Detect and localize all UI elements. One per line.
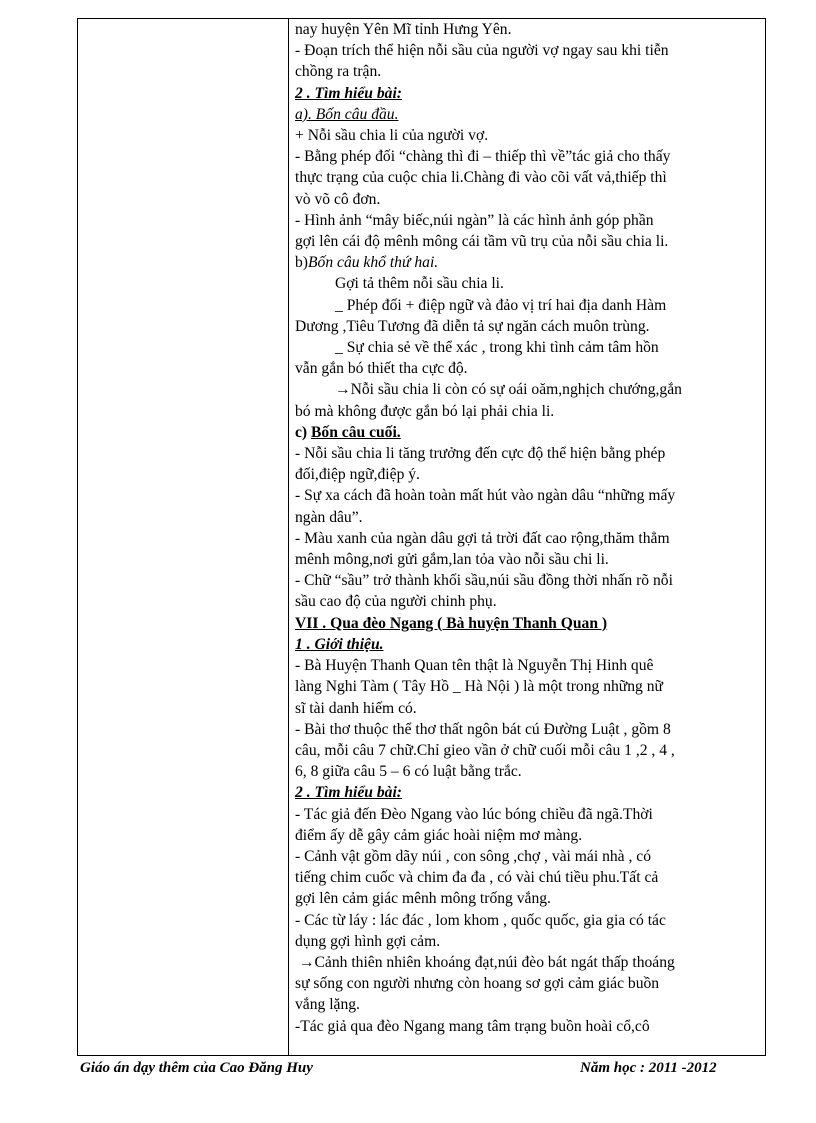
subsection-label: c) — [295, 423, 312, 441]
subsection-heading — [295, 422, 761, 443]
right-arrow-icon: → — [335, 381, 351, 399]
text-line — [295, 952, 761, 973]
text-line: 6, 8 giữa câu 5 – 6 có luật bằng trắc. — [295, 763, 522, 781]
text-line: vò võ cô đơn. — [295, 190, 381, 208]
footer-school-year: Năm học : 2011 -2012 — [580, 1060, 717, 1076]
page-footer — [80, 1060, 760, 1082]
text-span: Cảnh thiên nhiên khoáng đạt,núi đèo bát ngát thấp thoáng — [314, 953, 675, 971]
section-heading: 2 . Tìm hiểu bài: — [295, 84, 402, 102]
text-span: Nỗi sầu chia li còn có sự oái oăm,nghịch chướng,gắn — [350, 381, 682, 399]
text-line: _ Sự chia sẻ về thể xác , trong khi tình cảm tâm hồn — [335, 339, 659, 357]
text-line: chồng ra trận. — [295, 63, 382, 81]
text-line: vẫn gắn bó thiết tha cực độ. — [295, 360, 468, 378]
text-line: - Cảnh vật gồm dãy núi , con sông ,chợ , vài mái nhà , có — [295, 847, 651, 865]
section-heading: 2 . Tìm hiểu bài: — [295, 784, 402, 802]
text-line: vắng lặng. — [295, 996, 360, 1014]
text-line: tiếng chim cuốc và chim đa đa , có vài chú tiều phu.Tất cả — [295, 869, 659, 887]
subsection-label: b) — [295, 254, 308, 272]
text-line: Gợi tả thêm nỗi sầu chia li. — [335, 275, 504, 293]
subsection-heading: a). Bốn câu đầu. — [295, 105, 399, 123]
text-line: - Màu xanh của ngàn dâu gợi tả trời đất cao rộng,thăm thẳm — [295, 529, 670, 547]
text-line: _ Phép đối + điệp ngữ và đảo vị trí hai địa danh Hàm — [335, 296, 667, 314]
right-arrow-icon: → — [298, 953, 315, 971]
text-line: câu, mỗi câu 7 chữ.Chỉ gieo vần ở chữ cuối mỗi câu 1 ,2 , 4 , — [295, 741, 675, 759]
text-line: - Sự xa cách đã hoàn toàn mất hút vào ngàn dâu “những mấy — [295, 487, 676, 505]
lesson-table — [77, 18, 766, 1056]
section-heading: VII . Qua đèo Ngang ( Bà huyện Thanh Quan ) — [295, 614, 608, 632]
text-line: sự sống con người nhưng còn hoang sơ gợi cảm giác buồn — [295, 975, 660, 993]
subsection-title: Bốn câu khổ thứ hai. — [308, 254, 439, 272]
text-line: điểm ấy dễ gây cảm giác hoài niệm mơ màng. — [295, 826, 583, 844]
text-line: mênh mông,nơi gửi gắm,lan tỏa vào nỗi sầu chi li. — [295, 551, 609, 569]
text-line: ngàn dâu”. — [295, 508, 363, 526]
text-line: sĩ tài danh hiếm có. — [295, 699, 417, 717]
subsection-title: Bốn câu cuối. — [311, 423, 401, 441]
footer-author: Giáo án dạy thêm của Cao Đăng Huy — [80, 1060, 313, 1076]
text-line: đối,điệp ngữ,điệp ý. — [295, 466, 420, 484]
text-line: dụng gợi hình gợi cảm. — [295, 932, 441, 950]
text-line — [295, 379, 761, 400]
text-line: gợi lên cảm giác mênh mông trống vắng. — [295, 890, 551, 908]
text-line: nay huyện Yên Mĩ tỉnh Hưng Yên. — [295, 21, 512, 38]
content-column — [289, 19, 765, 1055]
section-heading: 1 . Giới thiệu. — [295, 635, 384, 653]
text-line: - Bà Huyện Thanh Quan tên thật là Nguyễn Thị Hinh quê — [295, 657, 654, 675]
text-line: - Bằng phép đối “chàng thì đi – thiếp thì về”tác giả cho thấy — [295, 148, 671, 166]
text-line: bó mà không được gắn bó lại phải chia li. — [295, 402, 555, 420]
text-line: gợi lên cái độ mênh mông cái tầm vũ trụ của nỗi sầu chia li. — [295, 233, 669, 251]
text-line: - Các từ láy : lác đác , lom khom , quốc quốc, gia gia có tác — [295, 911, 666, 929]
text-line: - Hình ảnh “mây biếc,núi ngàn” là các hình ảnh góp phần — [295, 211, 654, 229]
text-line: - Bài thơ thuộc thể thơ thất ngôn bát cú Đường Luật , gồm 8 — [295, 720, 671, 738]
text-line: làng Nghi Tàm ( Tây Hồ _ Hà Nội ) là một trong những nữ — [295, 678, 663, 696]
text-line: thực trạng của cuộc chia li.Chàng đi vào cõi vất vả,thiếp thì — [295, 169, 667, 187]
subsection-heading — [295, 252, 761, 273]
text-line: - Tác giả đến Đèo Ngang vào lúc bóng chiều đã ngã.Thời — [295, 805, 653, 823]
text-line: sầu cao độ của người chinh phụ. — [295, 593, 497, 611]
text-line: - Nỗi sầu chia li tăng trưởng đến cực độ thể hiện bằng phép — [295, 445, 666, 463]
text-line: Dương ,Tiêu Tương đã diễn tả sự ngăn cách muôn trùng. — [295, 317, 650, 335]
text-line: -Tác giả qua đèo Ngang mang tâm trạng buồn hoài cổ,cô — [295, 1017, 650, 1035]
left-column — [78, 19, 289, 1055]
text-line: - Đoạn trích thể hiện nỗi sầu của người vợ ngay sau khi tiễn — [295, 42, 669, 60]
text-line: - Chữ “sầu” trở thành khối sầu,núi sầu đồng thời nhấn rõ nỗi — [295, 572, 673, 590]
text-line: + Nỗi sầu chia li của người vợ. — [295, 127, 489, 145]
